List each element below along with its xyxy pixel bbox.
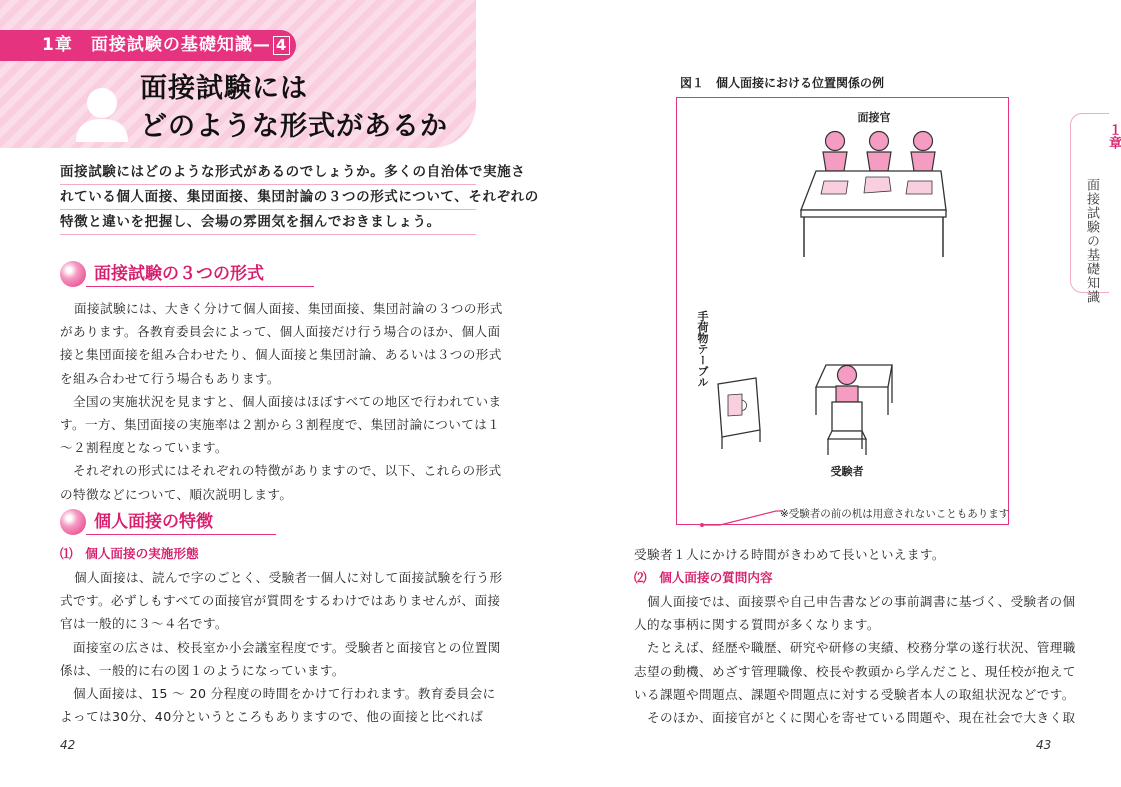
page-number-left: 42 bbox=[60, 738, 76, 752]
interviewer-figure bbox=[867, 132, 891, 172]
body-line: 官は一般的に３～４名です。 bbox=[60, 616, 228, 632]
body-line: があります。各教育委員会によって、個人面接だけ行う場合のほか、個人面 bbox=[60, 324, 501, 340]
body-line: ～２割程度となっています。 bbox=[60, 440, 228, 456]
section2-body bbox=[60, 566, 503, 728]
body-line: たとえば、経歴や職歴、研究や研修の実績、校務分掌の遂行状況、管理職 bbox=[634, 640, 1076, 656]
body-line: よっては30分、40分というところもありますので、他の面接と比べれば bbox=[60, 709, 484, 725]
section1-body bbox=[60, 297, 503, 506]
side-tab-text: 面接試験の基礎知識 bbox=[1084, 178, 1099, 304]
section-heading-formats bbox=[60, 261, 476, 287]
body-line: そのほか、面接官がとくに関心を寄せている問題や、現在社会で大きく取 bbox=[634, 710, 1076, 726]
bullet-ball-icon bbox=[60, 509, 86, 535]
page-number-right: 43 bbox=[1036, 738, 1052, 752]
section-heading-text: 面接試験の３つの形式 bbox=[94, 264, 264, 284]
body-line: の特徴などについて、順次説明します。 bbox=[60, 486, 293, 502]
body-line: 個人面接では、面接票や自己申告書などの事前調書に基づく、受験者の個 bbox=[634, 594, 1076, 609]
intro-paragraph bbox=[60, 160, 539, 235]
body-line: 面接試験には、大きく分けて個人面接、集団面接、集団討論の３つの形式 bbox=[74, 301, 503, 316]
bullet-ball-icon bbox=[60, 261, 86, 287]
seating-diagram bbox=[676, 97, 1009, 537]
right-text-top bbox=[634, 543, 1054, 566]
subheading-questions: ⑵ 個人面接の質問内容 bbox=[634, 570, 773, 585]
right-text-body bbox=[634, 590, 1076, 729]
body-line: それぞれの形式にはそれぞれの特徴がありますので、以下、これらの形式 bbox=[60, 463, 502, 479]
section-heading-text: 個人面接の特徴 bbox=[94, 512, 213, 532]
page-title bbox=[140, 70, 448, 146]
side-tab-chapter: １章 bbox=[1106, 123, 1121, 149]
body-line: 個人面接は、読んで字のごとく、受験者一個人に対して面接試験を行う形 bbox=[74, 570, 503, 585]
body-line: 全国の実施状況を見ますと、個人面接はほぼすべての地区で行われていま bbox=[60, 393, 502, 409]
body-line: 接と集団面接を組み合わせたり、個人面接と集団討論、あるいは３つの形式 bbox=[60, 347, 502, 363]
chapter-label: 1章 面接試験の基礎知識— bbox=[42, 35, 271, 55]
body-line: を組み合わせて行う場合もあります。 bbox=[60, 370, 280, 386]
figure-note: ※受験者の前の机は用意されないこともあります bbox=[780, 508, 1010, 520]
heading-rule bbox=[86, 534, 276, 535]
interviewers-label: 面接官 bbox=[857, 112, 891, 124]
section-heading-individual bbox=[60, 509, 476, 535]
body-line: 個人面接は、15 ～ 20 分程度の時間をかけて行われます。教育委員会に bbox=[60, 686, 496, 702]
body-line: す。一方、集団面接の実施率は２割から３割程度で、集団討論については１ bbox=[60, 417, 501, 433]
title-line-1: 面接試験には bbox=[140, 73, 308, 104]
interviewer-figure bbox=[911, 132, 935, 172]
luggage-table-label: 手荷物テーブル bbox=[696, 310, 708, 388]
intro-line: れている個人面接、集団面接、集団討論の３つの形式について、それぞれの bbox=[60, 185, 476, 210]
intro-line: 面接試験にはどのような形式があるのでしょうか。多くの自治体で実施さ bbox=[60, 160, 476, 185]
interviewer-figure bbox=[823, 132, 847, 172]
chapter-number: 4 bbox=[273, 36, 290, 55]
body-line: 係は、一般的に右の図１のようになっています。 bbox=[60, 662, 345, 678]
body-line: 人的な事柄に関する質問が多くなります。 bbox=[634, 617, 880, 633]
body-line: 志望の動機、めざす管理職像、校長や教頭から学んだこと、現任校が抱えて bbox=[634, 663, 1076, 679]
chapter-bar bbox=[0, 30, 296, 61]
body-line: 式です。必ずしもすべての面接官が質問をするわけではありませんが、面接 bbox=[60, 593, 501, 609]
interviewer-table bbox=[801, 171, 946, 257]
examinee-chair bbox=[828, 402, 866, 455]
body-line: 受験者１人にかける時間がきわめて長いといえます。 bbox=[634, 547, 945, 562]
body-line: いる課題や問題点、課題や問題点に対する受験者本人の取組状況などです。 bbox=[634, 686, 1075, 702]
heading-rule bbox=[86, 286, 314, 287]
person-icon bbox=[74, 86, 130, 142]
examinee-label: 受験者 bbox=[830, 466, 864, 478]
subheading-format: ⑴ 個人面接の実施形態 bbox=[60, 546, 199, 561]
title-line-2: どのような形式があるか bbox=[140, 111, 448, 142]
intro-line: 特徴と違いを把握し、会場の雰囲気を掴んでおきましょう。 bbox=[60, 210, 476, 235]
figure-caption: 図１ 個人面接における位置関係の例 bbox=[680, 76, 885, 90]
body-line: 面接室の広さは、校長室か小会議室程度です。受験者と面接官との位置関 bbox=[60, 639, 501, 655]
luggage-table bbox=[718, 378, 760, 449]
